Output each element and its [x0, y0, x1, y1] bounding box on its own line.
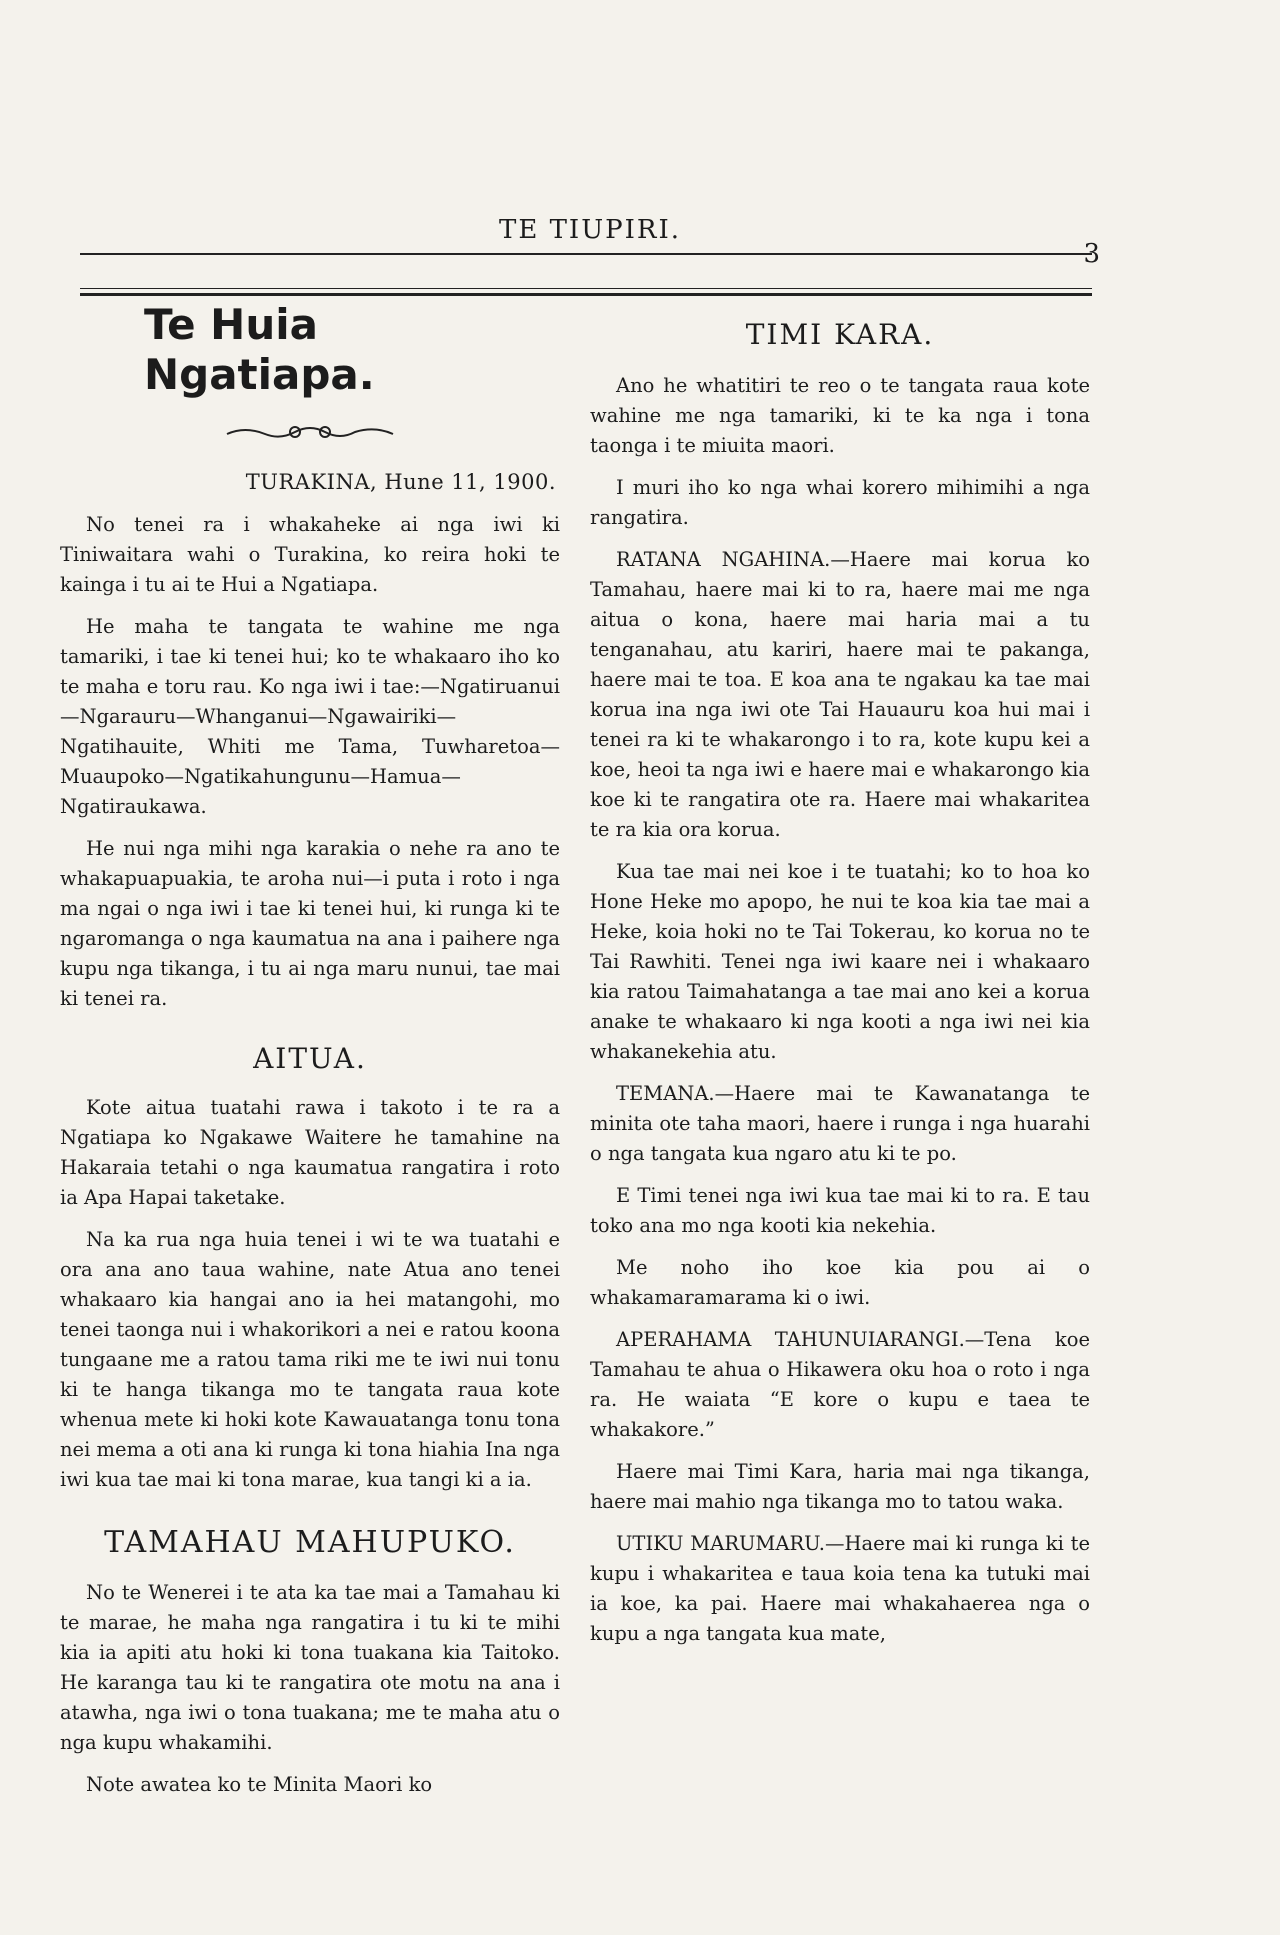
paragraph: RATANA NGAHINA.—Haere mai korua ko Tamahau, haere mai ki to ra, haere mai me nga aitua o kona, haere mai haria mai a tu tenganahau, atu kariri, haere mai te pakanga, haere mai te toa. E koa ana te ngakau ka tae mai korua ina nga iwi ote Tai Hauauru koa hui mai i tenei ra ki te whakarongo i to ra, kote kupu kei a koe, heoi ta nga iwi e haere mai e whakarongo kia koe ki te rangatira ote ra. Haere mai whakaritea te ra kia ora korua. [590, 548, 1090, 841]
right-column [590, 300, 1090, 1661]
page-number: 3 [1083, 239, 1100, 269]
paragraph: Na ka rua nga huia tenei i wi te wa tuatahi e ora ana ano taua wahine, nate Atua ano tenei whakaaro kia hangai ano ia hei matangohi, mo tenei taonga nui i whakorikori a nei e ratou koona tungaane me a ratou tama riki me te iwi nui tonu ki te hanga tikanga mo te tangata raua kote whenua mete ki hoki kote Kawauatanga tonu tona nei mema a oti ana ki runga ki tona hiahia Ina nga iwi kua tae mai ki tona marae, kua tangi ki a ia. [60, 1228, 560, 1491]
paragraph: Ano he whatitiri te reo o te tangata raua kote wahine me nga tamariki, ki te ka nga i tona taonga i te miuita maori. [590, 374, 1090, 457]
dateline: TURAKINA, Hune 11, 1900. [245, 470, 556, 494]
paragraph: E Timi tenei nga iwi kua tae mai ki to ra. E tau toko ana mo nga kooti kia nekehia. [590, 1184, 1090, 1237]
page-header [80, 215, 1100, 269]
paragraph: Me noho iho koe kia pou ai o whakamaramarama ki o iwi. [590, 1256, 1090, 1309]
newspaper-name: TE TIUPIRI. [499, 215, 681, 245]
section-title-aitua: AITUA. [253, 1042, 367, 1075]
ornament-divider-icon [60, 422, 560, 442]
paragraph: Haere mai Timi Kara, haria mai nga tikanga, haere mai mahio nga tikanga mo to tatou waka. [590, 1460, 1090, 1513]
section-title-tamahau: TAMAHAU MAHUPUKO. [104, 1525, 516, 1560]
masthead-title: Te Huia Ngatiapa. [144, 300, 375, 399]
paragraph: No tenei ra i whakaheke ai nga iwi ki Tiniwaitara wahi o Turakina, ko reira hoki te kainga i tu ai te Hui a Ngatiapa. [60, 513, 560, 596]
section-title-timi-kara: TIMI KARA. [745, 318, 935, 351]
paragraph: He maha te tangata te wahine me nga tamariki, i tae ki tenei hui; ko te whakaaro iho ko te maha e toru rau. Ko nga iwi i tae:—Ngatiruanui—Ngarauru—Whanganui—Ngawairiki—Ngatihauite, Whiti me Tama, Tuwharetoa—Muaupoko—Ngatikahungunu—Hamua—Ngatiraukawa. [60, 615, 560, 818]
paragraph: No te Wenerei i te ata ka tae mai a Tamahau ki te marae, he maha nga rangatira i tu ki te mihi kia ia apiti atu hoki ki tona tuakana kia Taitoko. He karanga tau ki te rangatira ote motu na ana i atawha, nga iwi o tona tuakana; me te maha atu o nga kupu whakamihi. [60, 1581, 560, 1754]
paragraph: Kua tae mai nei koe i te tuatahi; ko to hoa ko Hone Heke mo apopo, he nui te koa kia tae mai a Heke, koia hoki no te Tai Tokerau, ko korua no te Tai Rawhiti. Tenei nga iwi kaare nei i whakaaro kia ratou Taimahatanga a tae mai ano kei a korua anake te whakaaro ki nga kooti a nga iwi nei kia whakanekehia atu. [590, 860, 1090, 1063]
paragraph: He nui nga mihi nga karakia o nehe ra ano te whakapuapuakia, te aroha nui—i puta i roto i nga ma ngai o nga iwi i tae ki tenei hui, ki runga ki te ngaromanga o nga kaumatua na ana i paihere nga kupu nga tikanga, i tu ai nga maru nunui, tae mai ki tenei ra. [60, 837, 560, 1010]
paragraph: TEMANA.—Haere mai te Kawanatanga te minita ote taha maori, haere i runga i nga huarahi o nga tangata kua ngaro atu ki te po. [590, 1082, 1090, 1165]
paragraph: UTIKU MARUMARU.—Haere mai ki runga ki te kupu i whakaritea e taua koia tena ka tutuki mai ia koe, ka pai. Haere mai whakahaerea nga o kupu a nga tangata kua mate, [590, 1532, 1090, 1645]
paragraph: I muri iho ko nga whai korero mihimihi a nga rangatira. [590, 476, 1090, 529]
header-rule-thin [80, 288, 1092, 289]
paragraph: APERAHAMA TAHUNUIARANGI.—Tena koe Tamahau te ahua o Hikawera oku hoa o roto i nga ra. He waiata “E kore o kupu e taea te whakakore.” [590, 1328, 1090, 1441]
header-rule-thick [80, 293, 1092, 296]
header-rule [80, 253, 1092, 255]
paragraph: Note awatea ko te Minita Maori ko [86, 1773, 433, 1796]
left-column [60, 300, 560, 1812]
paragraph: Kote aitua tuatahi rawa i takoto i te ra a Ngatiapa ko Ngakawe Waitere he tamahine na Hakaraia tetahi o nga kaumatua rangatira i roto ia Apa Hapai taketake. [60, 1096, 560, 1209]
